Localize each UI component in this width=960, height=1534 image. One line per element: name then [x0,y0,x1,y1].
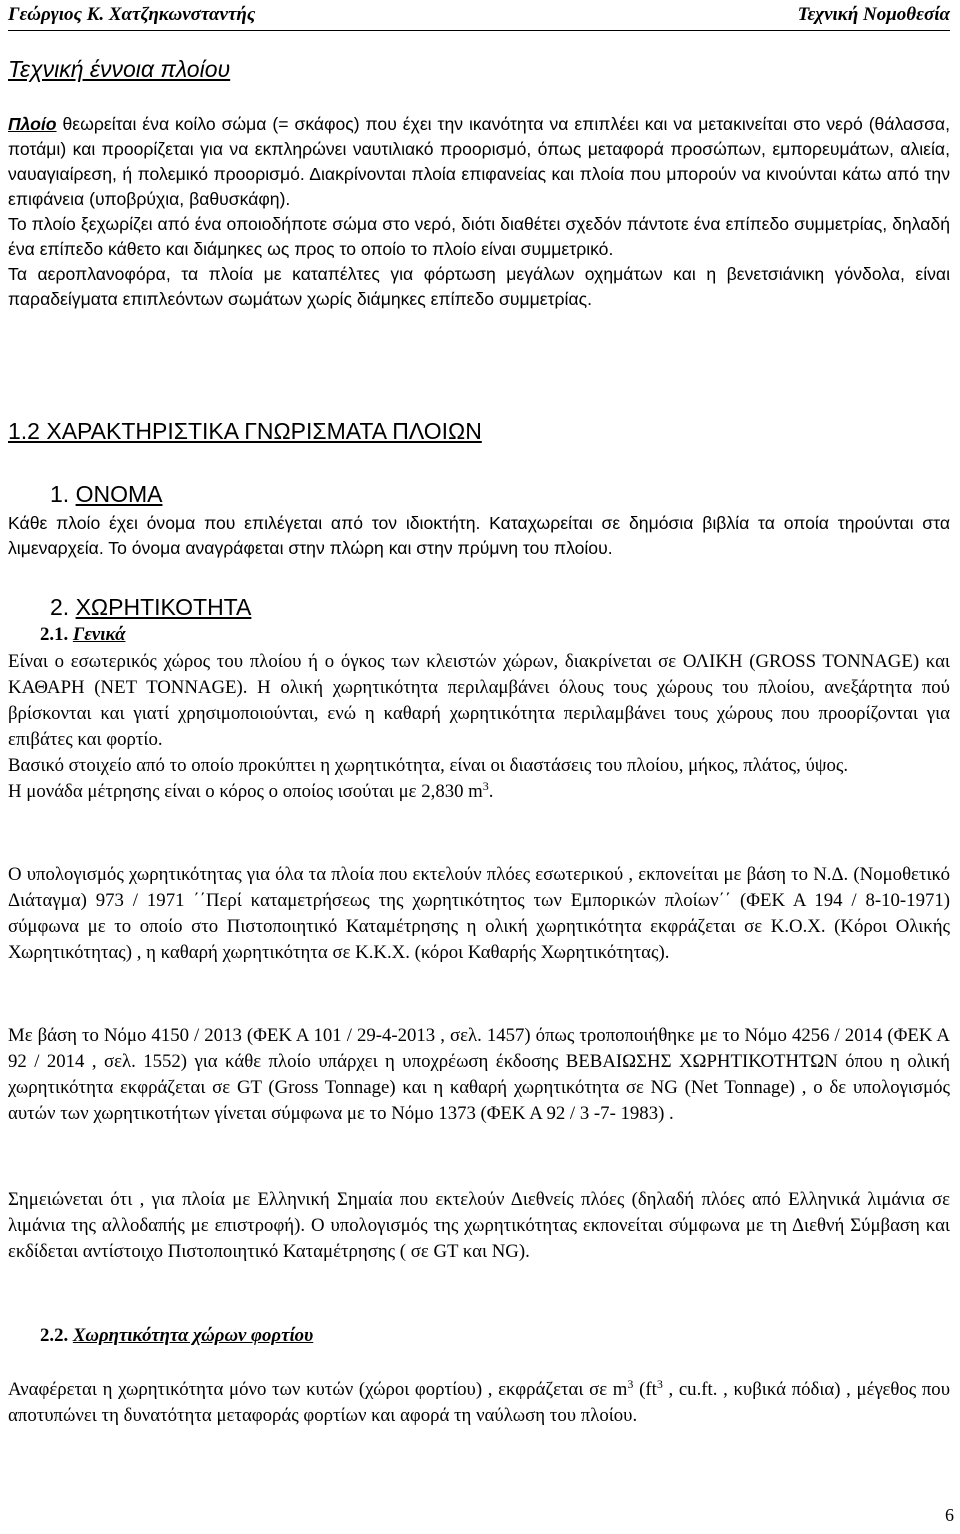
heading-characteristics: 1.2 ΧΑΡΑΚΤΗΡΙΣΤΙΚΑ ΓΝΩΡΙΣΜΑΤΑ ΠΛΟΙΩΝ [8,418,482,444]
heading-general-title: Γενικά [72,624,126,645]
cargo-text-a: Αναφέρεται η χωρητικότητα μόνο των κυτών (χώροι φορτίου) , εκφράζεται σε m [8,1379,628,1400]
header-author: Γεώργιος Κ. Χατζηκωνσταντής [8,4,256,25]
heading-general-number: 2.1. [40,624,69,645]
symmetry-paragraph: Το πλοίο ξεχωρίζει από ένα οποιοδήποτε σώμα στο νερό, διότι διαθέτει σχεδόν πάντοτε ένα επίπεδο συμμετρίας, δηλαδή ένα επίπεδο κάθετο και διάμηκες ως προς το οποίο το πλοίο είναι συμμετρικό. [8,214,950,259]
heading-name-number: 1. [50,481,70,507]
capacity-block-3 [8,1023,950,1127]
heading-cargo-number: 2.2. [40,1325,69,1346]
heading-cargo-title: Χωρητικότητα χώρων φορτίου [72,1325,314,1346]
capacity-paragraph-6: Σημειώνεται ότι , για πλοία με Ελληνική Σημαία που εκτελούν Διεθνείς πλόες (δηλαδή πλόες από Ελληνικά λιμάνια σε λιμάνια της αλλοδαπής με επιστροφή). Ο υπολογισμός της χωρητικότητας εκπονείται σύμφωνα με τη Διεθνή Σύμβαση και εκδίδεται αντίστοιχο Πιστοποιητικό Καταμέτρησης ( σε GT και NG). [8,1189,950,1262]
cargo-text-c: , cu.ft. , κυβικά πόδια) , μέγεθος που αποτυπώνει τη δυνατότητα μεταφοράς φορτίων και αφορά τη ναύλωση του πλοίου. [8,1379,950,1426]
page-number: 6 [945,1505,954,1525]
name-block [8,511,950,561]
capacity-paragraph-1: Είναι ο εσωτερικός χώρος του πλοίου ή ο όγκος των κλειστών χώρων, διακρίνεται σε ΟΛΙΚΗ (GROSS TONNAGE) και ΚΑΘΑΡΗ (NET TONNAGE). Η ολική χωρητικότητα περιλαμβάνει όλους τους χώρους του πλοίου, ανεξάρτητα πού βρίσκονται και γιατί χρησιμοποιούνται, ενώ η καθαρή χωρητικότητα περιλαμβάνει τους χώρους που προορίζονται για επιβάτες και φορτίο. [8,651,950,750]
intro-block [8,112,950,312]
unit-text: Η μονάδα μέτρησης είναι ο κόρος ο οποίος ισούται με 2,830 m [8,781,483,802]
header-subject: Τεχνική Νομοθεσία [797,4,950,25]
heading-capacity [50,594,251,621]
intro-definition-paragraph [8,112,950,212]
section-title: Τεχνική έννοια πλοίου [8,56,231,82]
capacity-paragraph-2: Βασικό στοιχείο από το οποίο προκύπτει η χωρητικότητα, είναι οι διαστάσεις του πλοίου, μήκος, πλάτος, ύψος. [8,755,849,776]
cargo-paragraph [8,1377,950,1429]
unit-superscript: 3 [482,779,489,793]
examples-paragraph: Τα αεροπλανοφόρα, τα πλοία με καταπέλτες για φόρτωση μεγάλων οχημάτων και η βενετσιάνικη γόνδολα, είναι παραδείγματα επιπλεόντων σωμάτων χωρίς διάμηκες επίπεδο συμμετρίας. [8,264,950,309]
heading-name [50,481,162,508]
capacity-paragraph-4: Ο υπολογισμός χωρητικότητας για όλα τα πλοία που εκτελούν πλόες εσωτερικού , εκπονείται με βάση το Ν.Δ. (Νομοθετικό Διάταγμα) 973 / 1971 ΄΄Περί καταμετρήσεως της χωρητικότητος των Εμπορικών πλοίων΄΄ (ΦΕΚ Α 194 / 8-10-1971) σύμφωνα με το οποίο στο Πιστοποιητικό Καταμέτρησης η ολική χωρητικότητα εκφράζεται σε Κ.Ο.Χ. (Κόροι Ολικής Χωρητικότητας) , η καθαρή χωρητικότητα σε Κ.Κ.Χ. (κόροι Καθαρής Χωρητικότητας). [8,864,950,963]
capacity-block-4 [8,1187,950,1265]
cargo-sup-2: 3 [656,1377,663,1391]
cargo-text-b: (ft [633,1379,657,1400]
definition-text: θεωρείται ένα κοίλο σώμα (= σκάφος) που έχει την ικανότητα να επιπλέει και να μετακινείται στο νερό (θάλασσα, ποτάμι) και προορίζεται για να εκπληρώνει ναυτιλιακό προορισμό, όπως μεταφορά προσώπων, εμπορευμάτων, αλιεία, ναυαγιαίρεση, ή πολεμικό προορισμό. Διακρίνονται πλοία επιφανείας και πλοία που μπορούν να κινούνται κάτω από την επιφάνεια (υποβρύχια, βαθυσκάφη). [8,114,950,209]
heading-name-title: ΟΝΟΜΑ [75,481,163,507]
capacity-paragraph-5: Με βάση το Νόμο 4150 / 2013 (ΦΕΚ Α 101 / 29-4-2013 , σελ. 1457) όπως τροποποιήθηκε με το Νόμο 4256 / 2014 (ΦΕΚ Α 92 / 2014 , σελ. 1552) για κάθε πλοίο υπάρχει η υποχρέωση έκδοσης ΒΕΒΑΙΩΣΗΣ ΧΩΡΗΤΙΚΟΤΗΤΩΝ όπου η ολική χωρητικότητα εκφράζεται σε GT (Gross Tonnage) και η καθαρή χωρητικότητα σε NG (Net Tonnage) , ο δε υπολογισμός αυτών των χωρητικοτήτων γίνεται σύμφωνα με το Νόμο 1373 (ΦΕΚ Α 92 / 3 -7- 1983) . [8,1025,950,1124]
name-paragraph: Κάθε πλοίο έχει όνομα που επιλέγεται από τον ιδιοκτήτη. Καταχωρείται σε δημόσια βιβλία τα οποία τηρούνται στα λιμεναρχεία. Το όνομα αναγράφεται στην πλώρη και στην πρύμνη του πλοίου. [8,513,950,558]
heading-general [40,624,125,646]
cargo-block [8,1377,950,1429]
capacity-block-1 [8,649,950,805]
heading-capacity-number: 2. [50,594,70,620]
capacity-block-2 [8,862,950,966]
cargo-sup-1: 3 [627,1377,634,1391]
heading-capacity-title: ΧΩΡΗΤΙΚΟΤΗΤΑ [75,594,252,620]
page-header [8,4,950,31]
term-ploio: Πλοίο [8,114,57,134]
capacity-paragraph-3 [8,779,950,805]
heading-cargo-capacity [40,1325,313,1347]
unit-end: . [488,781,494,802]
